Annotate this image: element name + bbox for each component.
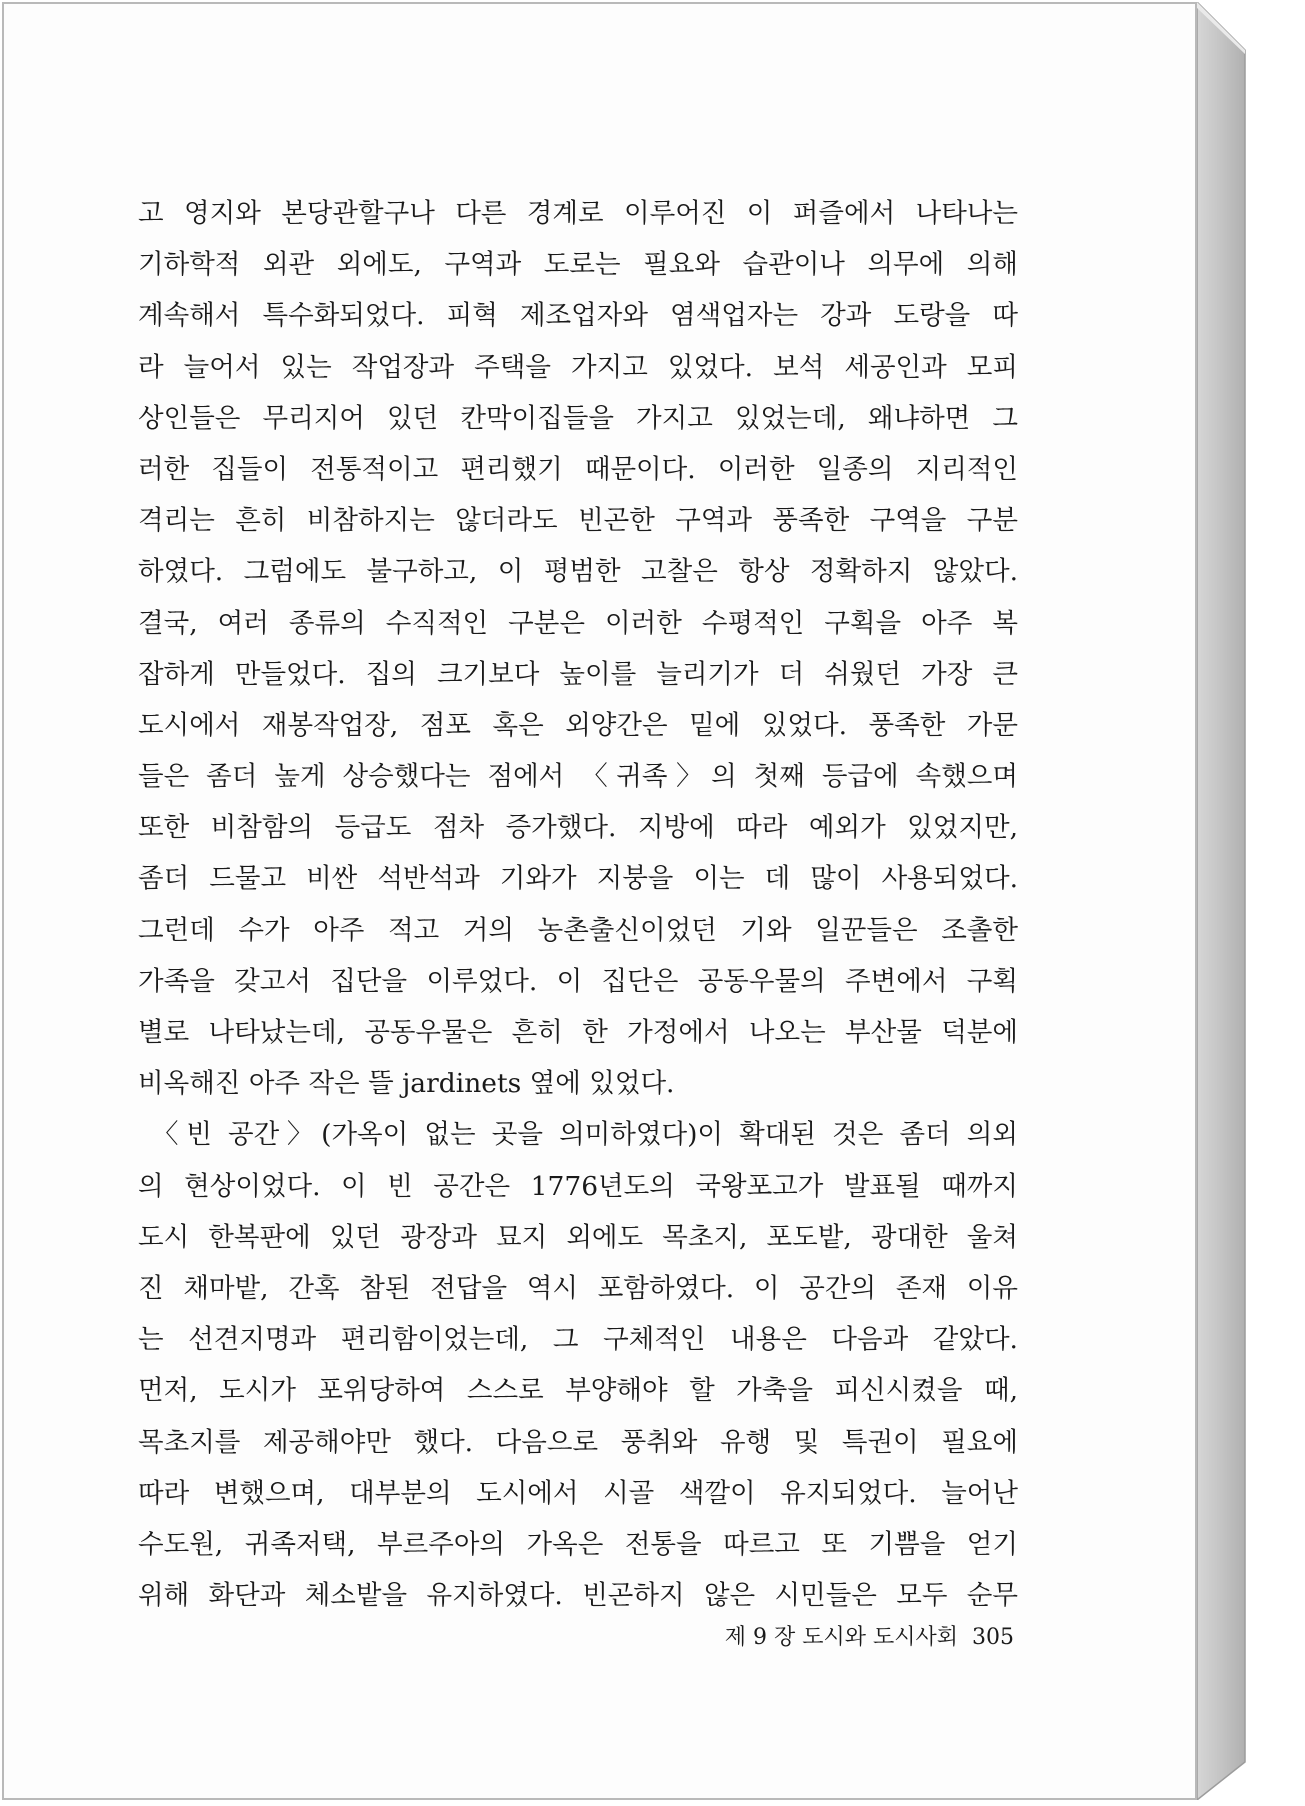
page-number: 305 <box>972 1625 1014 1650</box>
text-line: 결국, 여러 종류의 수직적인 구분은 이러한 수평적인 구획을 아주 복 <box>138 607 1018 639</box>
text-line: 고 영지와 본당관할구나 다른 경계로 이루어진 이 퍼즐에서 나타나는 <box>138 198 1018 229</box>
text-line: 들은 좀더 높게 상승했다는 점에서 〈귀족〉의 첫째 등급에 속했으며 <box>138 761 1018 793</box>
text-line: 계속해서 특수화되었다. 피혁 제조업자와 염색업자는 강과 도랑을 따 <box>138 300 1018 332</box>
text-line: 잡하게 만들었다. 집의 크기보다 높이를 늘리기가 더 쉬웠던 가장 큰 <box>138 658 1018 690</box>
text-line: 상인들은 무리지어 있던 칸막이집들을 가지고 있었는데, 왜냐하면 그 <box>138 402 1018 434</box>
text-line: 라 늘어서 있는 작업장과 주택을 가지고 있었다. 보석 세공인과 모피 <box>138 351 1018 383</box>
book-page <box>2 2 1197 1800</box>
text-line: 가족을 갖고서 집단을 이루었다. 이 집단은 공동우물의 주변에서 구획 <box>138 965 1018 997</box>
text-line: 도시 한복판에 있던 광장과 묘지 외에도 목초지, 포도밭, 광대한 울쳐 <box>138 1221 1018 1253</box>
text-line: 위해 화단과 체소밭을 유지하였다. 빈곤하지 않은 시민들은 모두 순무 <box>138 1580 1018 1612</box>
text-line: 좀더 드물고 비싼 석반석과 기와가 지붕을 이는 데 많이 사용되었다. <box>138 863 1018 895</box>
text-line: 먼저, 도시가 포위당하여 스스로 부양해야 할 가축을 피신시켰을 때, <box>138 1375 1018 1407</box>
text-line: 수도원, 귀족저택, 부르주아의 가옥은 전통을 따르고 또 기쁨을 얻기 <box>138 1528 1018 1560</box>
text-line: 격리는 흔히 비참하지는 않더라도 빈곤한 구역과 풍족한 구역을 구분 <box>138 505 1018 537</box>
text-line: 또한 비참함의 등급도 점차 증가했다. 지방에 따라 예외가 있었지만, <box>138 812 1018 844</box>
text-line: 별로 나타났는데, 공동우물은 흔히 한 가정에서 나오는 부산물 덕분에 <box>138 1017 1018 1048</box>
text-line: 진 채마밭, 간혹 참된 전답을 역시 포함하였다. 이 공간의 존재 이유 <box>138 1272 1018 1304</box>
text-line: 러한 집들이 전통적이고 편리했기 때문이다. 이러한 일종의 지리적인 <box>138 453 1018 485</box>
chapter-title: 제 9 장 도시와 도시사회 <box>724 1625 958 1650</box>
text-line: 의 현상이었다. 이 빈 공간은 1776년도의 국왕포고가 발표될 때까지 <box>138 1170 1018 1202</box>
text-line: 하였다. 그럼에도 불구하고, 이 평범한 고찰은 항상 정확하지 않았다. <box>138 556 1018 588</box>
body-text <box>138 188 1018 1621</box>
text-line: 기하학적 외관 외에도, 구역과 도로는 필요와 습관이나 의무에 의해 <box>138 249 1018 281</box>
page-footer <box>714 1620 1014 1651</box>
text-line: 따라 변했으며, 대부분의 도시에서 시골 색깔이 유지되었다. 늘어난 <box>138 1477 1018 1509</box>
text-line: 그런데 수가 아주 적고 거의 농촌출신이었던 기와 일꾼들은 조촐한 <box>138 914 1018 946</box>
text-line: 도시에서 재봉작업장, 점포 혹은 외양간은 밑에 있었다. 풍족한 가문 <box>138 709 1018 741</box>
text-line: 〈빈 공간〉(가옥이 없는 곳을 의미하였다)이 확대된 것은 좀더 의외 <box>152 1119 1018 1151</box>
text-line: 비옥해진 아주 작은 뜰 jardinets 옆에 있었다. <box>138 1068 675 1100</box>
text-line: 목초지를 제공해야만 했다. 다음으로 풍취와 유행 및 특권이 필요에 <box>138 1426 1018 1458</box>
text-line: 는 선견지명과 편리함이었는데, 그 구체적인 내용은 다음과 같았다. <box>138 1324 1018 1356</box>
page-edge-shadow <box>1197 2 1302 1800</box>
